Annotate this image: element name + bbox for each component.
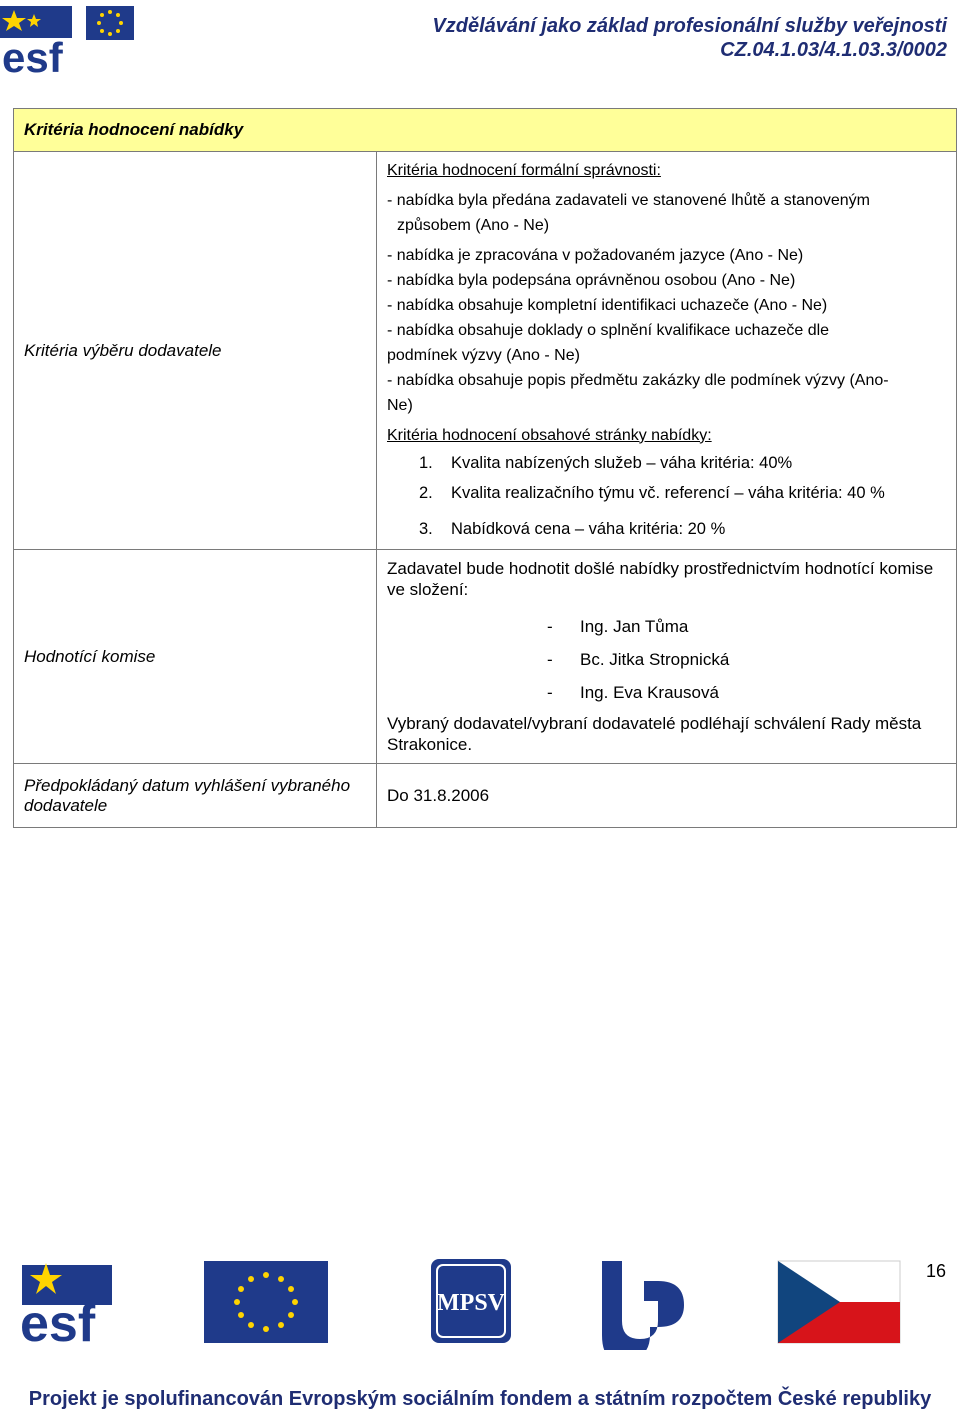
- committee-cell: [377, 550, 957, 764]
- op-logo: [602, 1261, 684, 1350]
- criterion-text: Kvalita realizačního týmu vč. referencí – váha kritéria: 40 %: [451, 483, 885, 502]
- formal-item: - nabídka obsahuje kompletní identifikaci uchazeče (Ano - Ne): [387, 296, 828, 314]
- criterion-number: 3.: [419, 519, 433, 538]
- mpsv-logo-text: MPSV: [437, 1290, 505, 1316]
- table-title: Kritéria hodnocení nabídky: [14, 109, 957, 152]
- criterion-item: [387, 478, 946, 508]
- project-header: [432, 14, 947, 62]
- eu-flag: [204, 1261, 328, 1343]
- cofinancing-text: Projekt je spolufinancován Evropským sociálním fondem a státním rozpočtem České republiky: [28, 1388, 932, 1410]
- esf-eu-logo: [0, 4, 140, 76]
- content-criteria-heading: Kritéria hodnocení obsahové stránky nabídky:: [387, 426, 712, 444]
- page-number: 16: [925, 1261, 946, 1281]
- criterion-number: 1.: [419, 453, 433, 472]
- esf-footer-logo-text: esf: [20, 1295, 96, 1350]
- criterion-text: Nabídková cena – váha kritéria: 20 %: [451, 519, 726, 538]
- czech-flag: [778, 1261, 900, 1343]
- committee-member: [387, 610, 946, 643]
- member-name: Ing. Jan Tůma: [580, 617, 689, 636]
- selection-criteria-cell: [377, 152, 957, 550]
- member-name: Bc. Jitka Stropnická: [580, 650, 730, 669]
- criteria-table: [13, 108, 957, 828]
- criterion-item: [387, 448, 946, 478]
- member-dash: -: [547, 650, 553, 669]
- project-code: CZ.04.1.03/4.1.03.3/0002: [720, 39, 947, 61]
- formal-item: - nabídka je zpracována v požadovaném jazyce (Ano - Ne): [387, 246, 804, 264]
- announcement-date-value: Do 31.8.2006: [377, 764, 957, 828]
- formal-item: - nabídka byla podepsána oprávněnou osobou (Ano - Ne): [387, 271, 796, 289]
- formal-item: způsobem (Ano - Ne): [397, 216, 550, 234]
- committee-outro: Vybraný dodavatel/vybraní dodavatelé podléhají schválení Rady města Strakonice.: [387, 714, 922, 754]
- formal-item: podmínek výzvy (Ano - Ne): [387, 346, 580, 364]
- row-label-selection-criteria: Kritéria výběru dodavatele: [14, 152, 377, 550]
- mpsv-logo: [431, 1259, 511, 1343]
- formal-item: - nabídka byla předána zadavateli ve stanovené lhůtě a stanoveným: [387, 191, 870, 209]
- committee-members: [387, 610, 946, 709]
- committee-intro: Zadavatel bude hodnotit došlé nabídky prostřednictvím hodnotící komise ve složení:: [387, 559, 934, 599]
- formal-item: Ne): [387, 396, 413, 414]
- member-name: Ing. Eva Krausová: [580, 683, 719, 702]
- esf-footer-logo: [20, 1263, 112, 1350]
- row-label-committee: Hodnotící komise: [14, 550, 377, 764]
- criterion-text: Kvalita nabízených služeb – váha kritéria: 40%: [451, 453, 793, 472]
- committee-member: [387, 643, 946, 676]
- criterion-number: 2.: [419, 483, 433, 502]
- member-dash: -: [547, 683, 553, 702]
- criterion-item: [387, 514, 946, 544]
- row-label-announcement-date: Předpokládaný datum vyhlášení vybraného dodavatele: [14, 764, 377, 828]
- member-dash: -: [547, 617, 553, 636]
- committee-member: [387, 676, 946, 709]
- formal-item: - nabídka obsahuje doklady o splnění kvalifikace uchazeče dle: [387, 321, 830, 339]
- formal-criteria-heading: Kritéria hodnocení formální správnosti:: [387, 161, 661, 179]
- esf-logo-text: esf: [2, 34, 63, 76]
- formal-item: - nabídka obsahuje popis předmětu zakázky dle podmínek výzvy (Ano-: [387, 371, 889, 389]
- project-title: Vzdělávání jako základ profesionální služby veřejnosti: [432, 15, 947, 37]
- footer-logos: [0, 1255, 960, 1350]
